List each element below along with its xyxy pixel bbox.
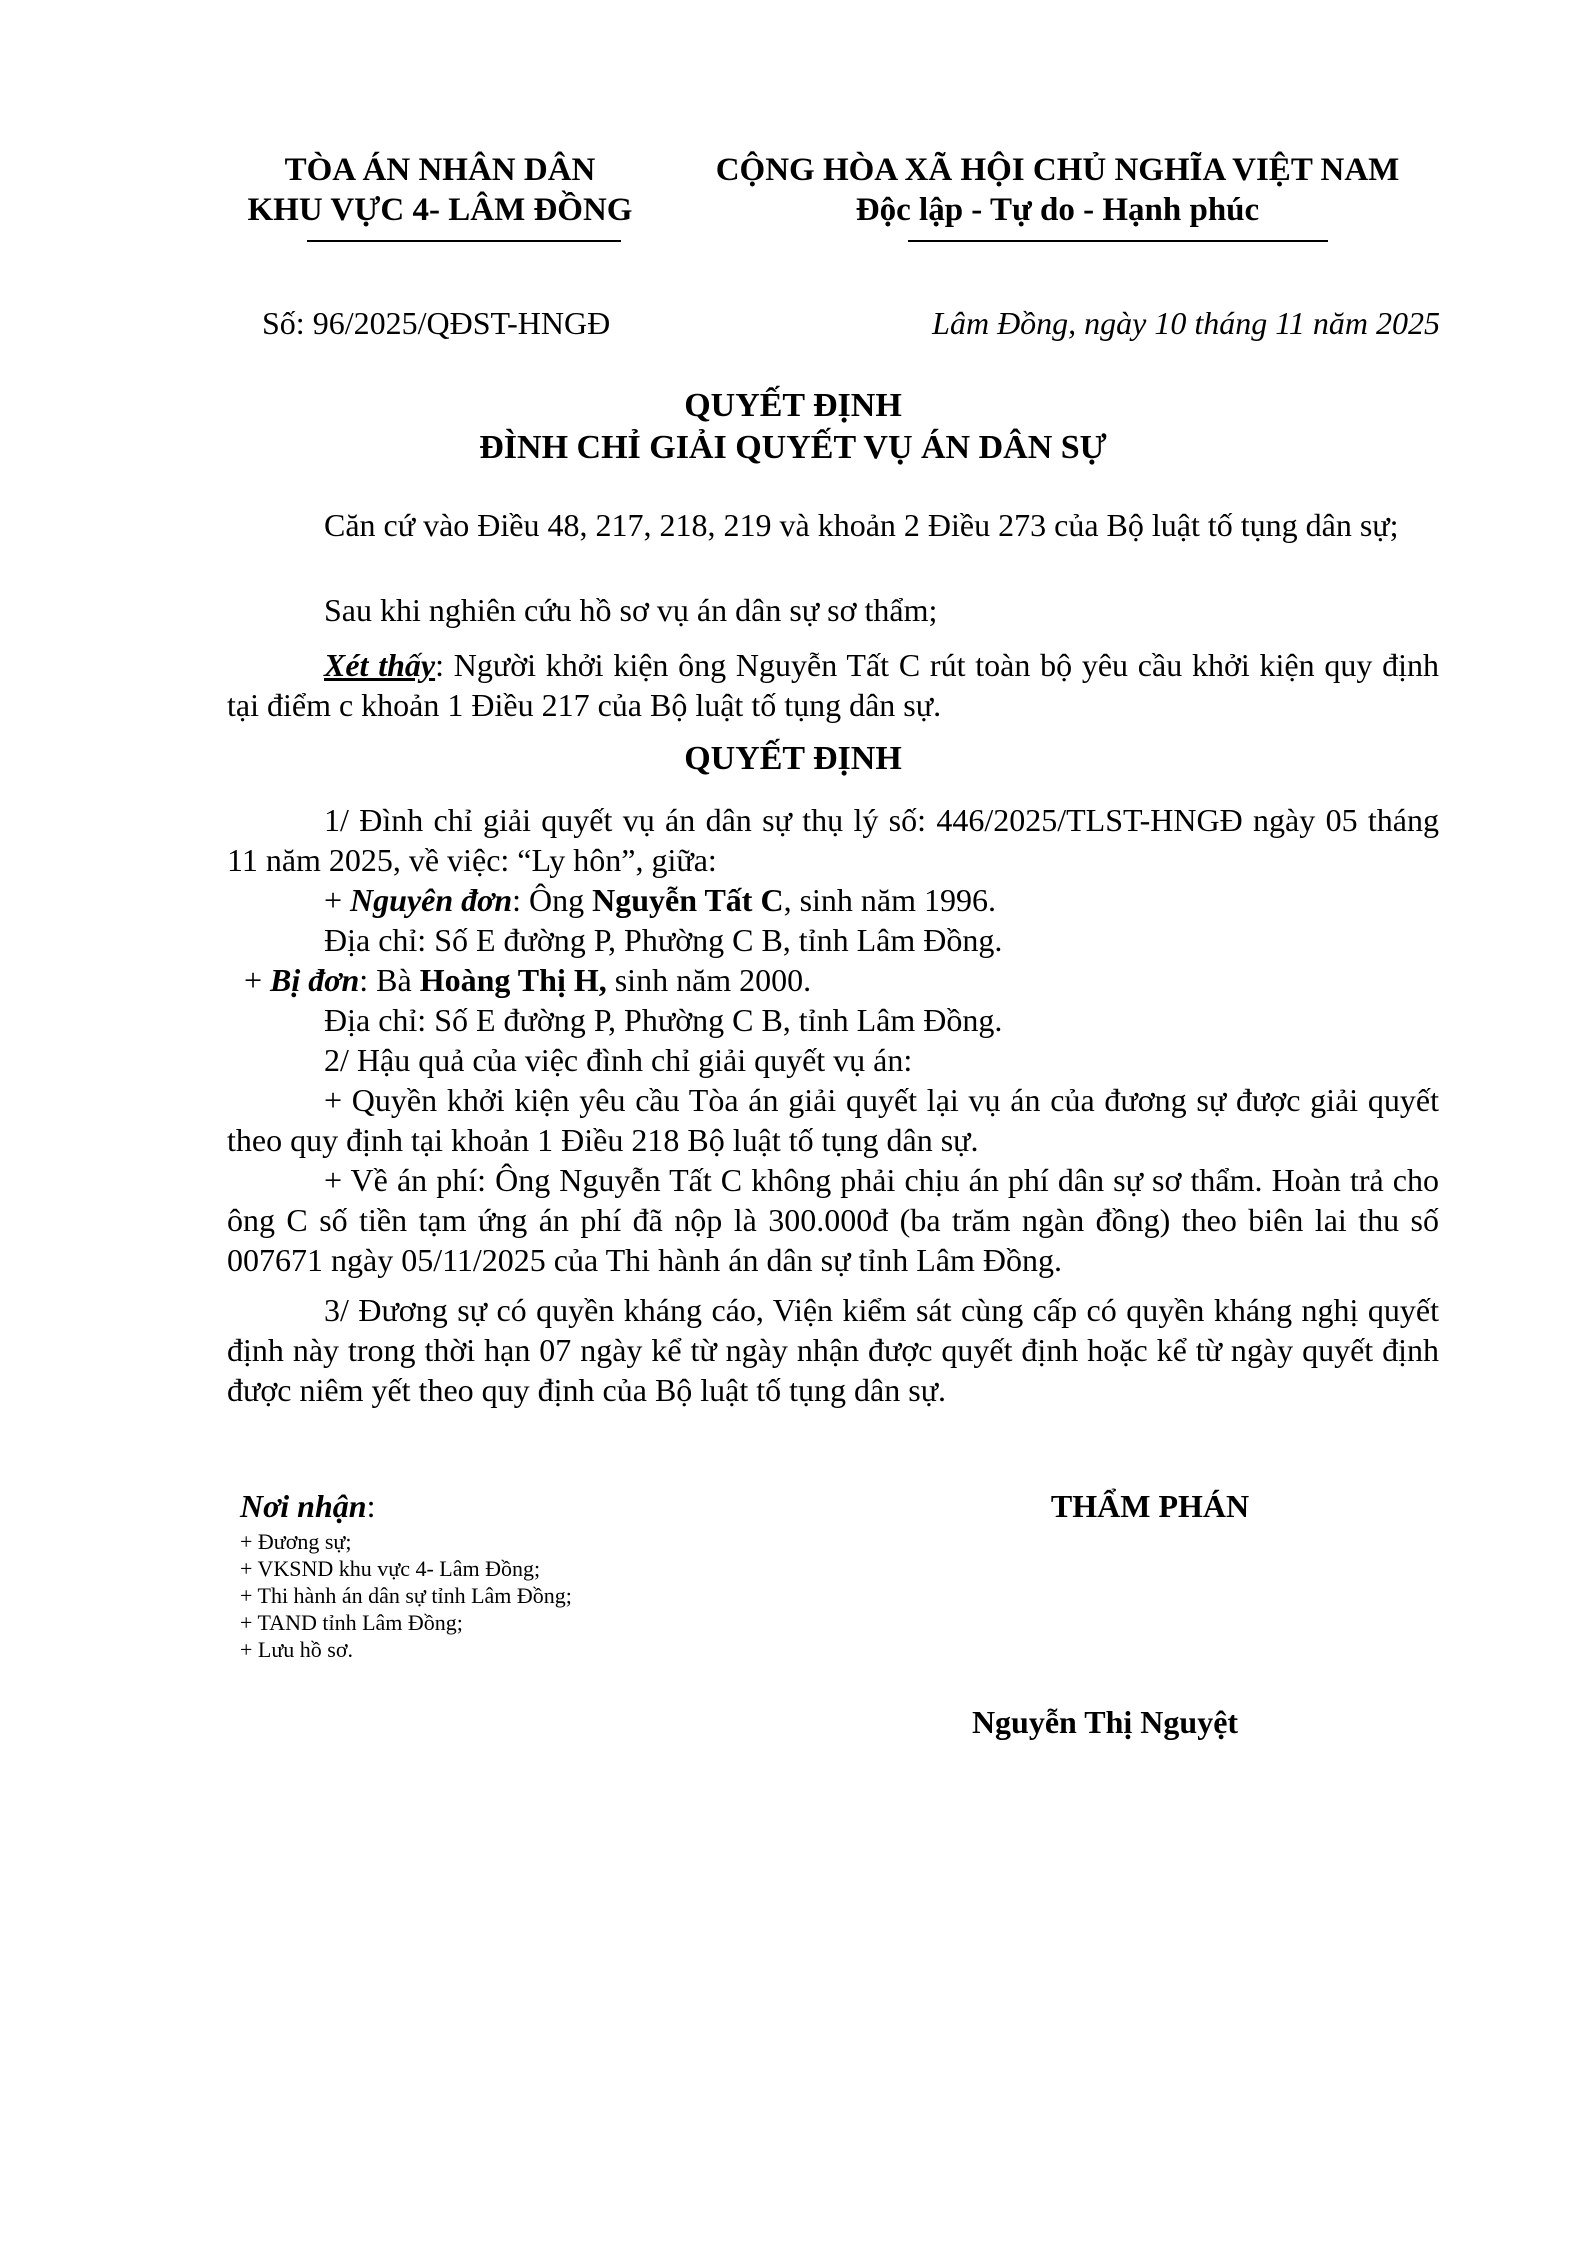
recipient-item: + TAND tỉnh Lâm Đồng; <box>240 1610 463 1635</box>
recipient-item: + Đương sự; <box>240 1529 352 1554</box>
signer-title: THẨM PHÁN <box>1050 1488 1250 1524</box>
recipients-heading: Nơi nhận: <box>240 1488 376 1524</box>
country-name: CỘNG HÒA XÃ HỘI CHỦ NGHĨA VIỆT NAM <box>715 152 1400 188</box>
court-name-line1: TÒA ÁN NHÂN DÂN <box>284 152 596 188</box>
plaintiff-line: + Nguyên đơn: Ông Nguyễn Tất C, sinh năm 1996. <box>324 882 996 918</box>
recipients-list <box>240 1528 572 1663</box>
defendant-role: Bị đơn <box>270 962 360 998</box>
signer-name: Nguyễn Thị Nguyệt <box>971 1704 1239 1740</box>
motto-underline <box>908 240 1328 242</box>
defendant-line: + Bị đơn: Bà Hoàng Thị H, sinh năm 2000. <box>244 962 812 998</box>
recipient-item: + VKSND khu vực 4- Lâm Đồng; <box>240 1556 541 1581</box>
recipient-item: + Thi hành án dân sự tỉnh Lâm Đồng; <box>240 1583 572 1608</box>
national-motto <box>690 150 1425 230</box>
defendant-name: Hoàng Thị H, <box>419 962 607 998</box>
preamble-study: Sau khi nghiên cứu hồ sơ vụ án dân sự sơ thẩm; <box>324 592 938 628</box>
decision-item-2: 2/ Hậu quả của việc đình chỉ giải quyết vụ án: <box>324 1042 913 1078</box>
defendant-address: Địa chỉ: Số E đường P, Phường C B, tỉnh Lâm Đồng. <box>324 1002 1003 1038</box>
title-line2: ĐÌNH CHỈ GIẢI QUYẾT VỤ ÁN DÂN SỰ <box>479 429 1107 466</box>
title-line1: QUYẾT ĐỊNH <box>684 387 902 424</box>
court-name-underline <box>307 240 621 242</box>
court-name-line2: KHU VỰC 4- LÂM ĐỒNG <box>247 192 633 228</box>
document-title <box>0 385 1586 469</box>
plaintiff-role: Nguyên đơn <box>350 882 513 918</box>
finding-label: Xét thấy <box>324 647 436 683</box>
plaintiff-name: Nguyễn Tất C <box>592 882 784 918</box>
plaintiff-address: Địa chỉ: Số E đường P, Phường C B, tỉnh Lâm Đồng. <box>324 922 1003 958</box>
recipient-item: + Lưu hồ sơ. <box>240 1637 353 1662</box>
decision-item-2a: + Quyền khởi kiện yêu cầu Tòa án giải quyết lại vụ án của đương sự được giải quyết theo quy định tại khoản 1 Điều 218 Bộ luật tố tụng dân sự. <box>227 1082 1439 1158</box>
decision-item-3: 3/ Đương sự có quyền kháng cáo, Viện kiểm sát cùng cấp có quyền kháng nghị quyết định này trong thời hạn 07 ngày kể từ ngày nhận được quyết định hoặc kể từ ngày quyết định được niêm yết theo quy định của Bộ luật tố tụng dân sự. <box>227 1292 1439 1408</box>
decision-heading: QUYẾT ĐỊNH <box>684 740 902 777</box>
finding-text: : Người khởi kiện ông Nguyễn Tất C rút toàn bộ yêu cầu khởi kiện quy định tại điểm c khoản 1 Điều 217 của Bộ luật tố tụng dân sự. <box>227 647 1440 723</box>
court-name <box>210 150 670 230</box>
preamble-basis: Căn cứ vào Điều 48, 217, 218, 219 và khoản 2 Điều 273 của Bộ luật tố tụng dân sự; <box>324 507 1399 543</box>
place-date: Lâm Đồng, ngày 10 tháng 11 năm 2025 <box>932 305 1440 341</box>
motto: Độc lập - Tự do - Hạnh phúc <box>855 192 1260 228</box>
preamble-finding <box>227 645 1439 725</box>
decision-item-2b: + Về án phí: Ông Nguyễn Tất C không phải chịu án phí dân sự sơ thẩm. Hoàn trả cho ông C số tiền tạm ứng án phí đã nộp là 300.000đ (ba trăm ngàn đồng) theo biên lai thu số 007671 ngày 05/11/2025 của Thi hành án dân sự tỉnh Lâm Đồng. <box>227 1162 1439 1278</box>
decision-item-1: 1/ Đình chỉ giải quyết vụ án dân sự thụ lý số: 446/2025/TLST-HNGĐ ngày 05 tháng 11 năm 2025, về việc: “Ly hôn”, giữa: <box>227 802 1439 878</box>
document-number: Số: 96/2025/QĐST-HNGĐ <box>262 305 611 341</box>
